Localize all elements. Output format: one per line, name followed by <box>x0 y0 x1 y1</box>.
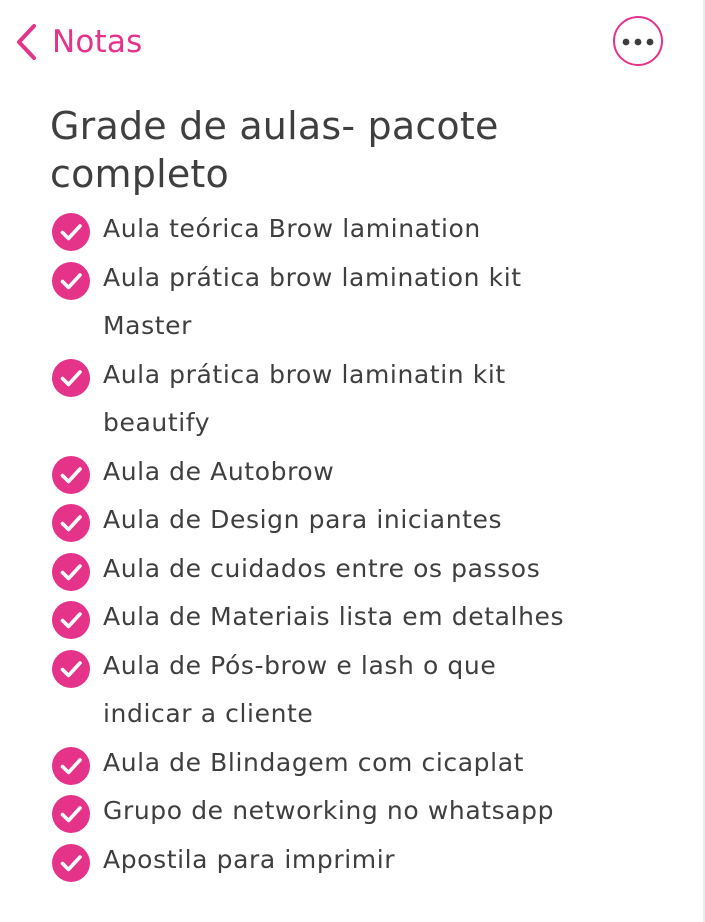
checklist-item <box>52 351 652 448</box>
checklist-item <box>52 205 652 254</box>
note-title[interactable]: Grade de aulas- pacote completo <box>50 104 499 196</box>
checked-checkbox-icon[interactable] <box>52 456 90 494</box>
checklist-item <box>52 739 652 788</box>
checklist-item-text[interactable]: Aula de Materiais lista em detalhes <box>103 602 565 631</box>
checklist-item-text[interactable]: Aula de Design para iniciantes <box>103 505 503 534</box>
checklist-item <box>52 448 652 497</box>
checklist-item-text[interactable]: Aula prática brow laminatin kit beautify <box>103 359 506 437</box>
checked-checkbox-icon[interactable] <box>52 213 90 251</box>
checklist-item-text[interactable]: Aula prática brow lamination kit Master <box>103 262 522 340</box>
checklist-item-text[interactable]: Aula de Autobrow <box>103 456 335 486</box>
checklist-item-text[interactable]: Aula de Blindagem com cicaplat <box>103 747 525 777</box>
checked-checkbox-icon[interactable] <box>52 359 90 397</box>
checked-checkbox-icon[interactable] <box>52 795 90 833</box>
checked-checkbox-icon[interactable] <box>52 747 90 785</box>
checklist-item <box>52 593 652 642</box>
checklist-item <box>52 496 652 545</box>
checklist-item <box>52 836 652 885</box>
checked-checkbox-icon[interactable] <box>52 844 90 882</box>
checklist-item-text[interactable]: Grupo de networking no whatsapp <box>103 796 555 825</box>
chevron-left-icon <box>14 20 42 64</box>
back-label: Notas <box>52 24 143 60</box>
checklist-item <box>52 787 652 836</box>
checklist-item-text[interactable]: Aula teórica Brow lamination <box>103 214 481 243</box>
checked-checkbox-icon[interactable] <box>52 553 90 591</box>
checklist-item-text[interactable]: Aula de cuidados entre os passos <box>103 553 541 583</box>
checklist-item <box>52 545 652 594</box>
checked-checkbox-icon[interactable] <box>52 504 90 542</box>
checklist-item <box>52 254 652 351</box>
more-options-button[interactable] <box>613 16 663 66</box>
checklist-item-text[interactable]: Apostila para imprimir <box>103 844 396 874</box>
checklist <box>52 205 652 884</box>
checked-checkbox-icon[interactable] <box>52 650 90 688</box>
checked-checkbox-icon[interactable] <box>52 601 90 639</box>
back-button[interactable] <box>14 20 142 64</box>
checklist-item <box>52 642 652 739</box>
checked-checkbox-icon[interactable] <box>52 262 90 300</box>
more-horizontal-icon <box>621 32 655 51</box>
checklist-item-text[interactable]: Aula de Pós-brow e lash o que indicar a cliente <box>103 650 497 728</box>
